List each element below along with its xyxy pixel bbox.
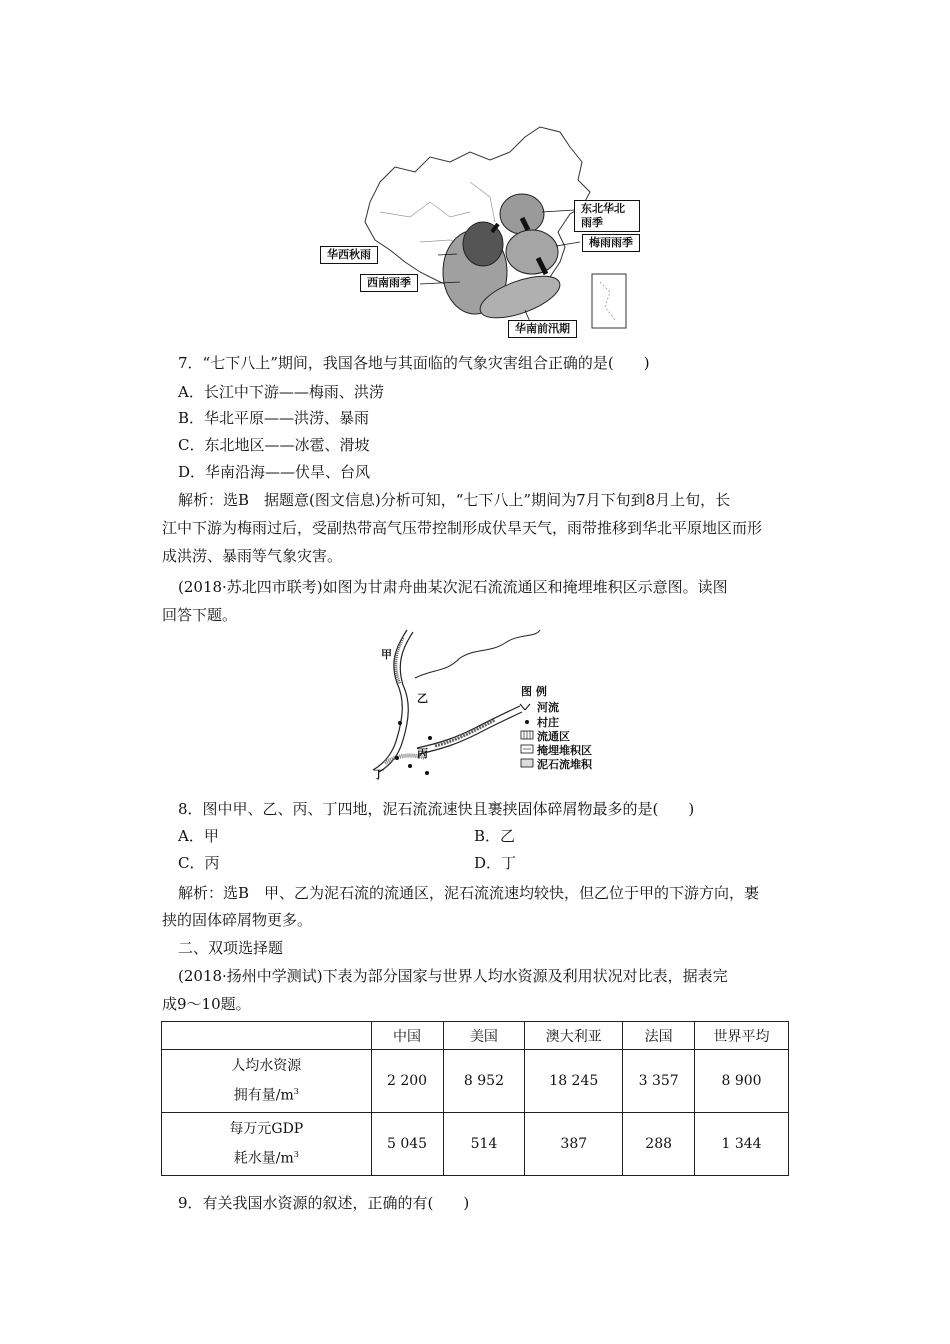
table-cell: 2 200 xyxy=(371,1050,443,1113)
dongbei-rain-area xyxy=(500,194,544,234)
legend-village-icon xyxy=(525,720,529,724)
table-cell: 1 344 xyxy=(695,1113,789,1176)
table-cell: 387 xyxy=(525,1113,623,1176)
label-huanan: 华南前汛期 xyxy=(508,320,577,338)
q8-option-c: C．丙 xyxy=(178,854,220,872)
label-huaxi: 华西秋雨 xyxy=(320,246,378,264)
q7-analysis-1: 解析：选B 据题意(图文信息)分析可知，“七下八上”期间为7月下旬到8月上旬，长 xyxy=(178,491,731,509)
legend-buried: 掩埋堆积区 xyxy=(537,744,592,757)
table-header-row xyxy=(162,1022,789,1050)
q8-option-b: B．乙 xyxy=(474,827,516,845)
table-header: 澳大利亚 xyxy=(525,1022,623,1050)
table-cell: 8 900 xyxy=(695,1050,789,1113)
intro-yangzhou-1: (2018·扬州中学测试)下表为部分国家与世界人均水资源及利用状况对比表，据表完 xyxy=(178,967,728,985)
intro-zhouqu-1: (2018·苏北四市联考)如图为甘肃舟曲某次泥石流流通区和掩埋堆积区示意图。读图 xyxy=(178,578,728,596)
place-ding: 丁 xyxy=(373,768,384,781)
q7-option-c: C．东北地区——冰雹、滑坡 xyxy=(178,436,370,454)
village-dot xyxy=(408,764,412,768)
q9-stem: 9．有关我国水资源的叙述，正确的有( ) xyxy=(178,1194,470,1212)
legend-title: 图 例 xyxy=(521,685,547,698)
flow-channel xyxy=(396,638,403,684)
village-dot xyxy=(425,771,429,775)
label-meiyu: 梅雨雨季 xyxy=(582,234,640,252)
table-header: 法国 xyxy=(623,1022,695,1050)
intro-yangzhou-2: 成9～10题。 xyxy=(162,995,251,1013)
section-title: 二、双项选择题 xyxy=(178,939,284,957)
legend-deposit-icon xyxy=(521,759,533,767)
meiyu-area xyxy=(506,230,558,274)
place-yi: 乙 xyxy=(417,692,428,705)
legend-deposit: 泥石流堆积 xyxy=(537,758,592,771)
label-xinan: 西南雨季 xyxy=(360,274,418,292)
row-label: 人均水资源 拥有量$/m^3$ xyxy=(162,1050,372,1113)
table-row xyxy=(162,1113,789,1176)
q8-analysis-1: 解析：选B 甲、乙为泥石流的流通区，泥石流流速均较快，但乙位于甲的下游方向，裹 xyxy=(178,884,760,902)
q8-option-a: A．甲 xyxy=(178,827,219,845)
east-tributary xyxy=(417,706,520,748)
q7-option-b: B．华北平原——洪涝、暴雨 xyxy=(178,409,370,427)
northeast-tributary xyxy=(415,630,540,678)
table-header: 世界平均 xyxy=(695,1022,789,1050)
place-jia: 甲 xyxy=(381,648,392,661)
table-row xyxy=(162,1050,789,1113)
village-dot xyxy=(398,721,402,725)
table-corner-cell xyxy=(162,1022,372,1050)
water-resource-table xyxy=(161,1021,789,1176)
intro-zhouqu-2: 回答下题。 xyxy=(162,606,238,624)
q7-analysis-3: 成洪涝、暴雨等气象灾害。 xyxy=(162,547,343,565)
q7-option-a: A．长江中下游——梅雨、洪涝 xyxy=(178,383,384,401)
legend-river-icon xyxy=(520,704,530,710)
table-cell: 18 245 xyxy=(525,1050,623,1113)
table-header: 中国 xyxy=(371,1022,443,1050)
village-dot xyxy=(395,756,399,760)
table-cell: 514 xyxy=(443,1113,525,1176)
legend-village: 村庄 xyxy=(537,716,559,729)
q8-analysis-2: 挟的固体碎屑物更多。 xyxy=(162,911,313,929)
table-cell: 5 045 xyxy=(371,1113,443,1176)
label-dongbei-huabei: 东北华北雨季 xyxy=(574,200,640,232)
q7-stem: 7．“七下八上”期间，我国各地与其面临的气象灾害组合正确的是( ) xyxy=(178,354,650,372)
table-header: 美国 xyxy=(443,1022,525,1050)
table-cell: 8 952 xyxy=(443,1050,525,1113)
south-china-sea-inset xyxy=(592,274,626,328)
village-dot xyxy=(428,736,432,740)
table-cell: 288 xyxy=(623,1113,695,1176)
legend-river: 河流 xyxy=(537,701,559,714)
table-cell: 3 357 xyxy=(623,1050,695,1113)
q8-option-d: D．丁 xyxy=(474,854,517,872)
legend-flow: 流通区 xyxy=(537,730,570,743)
q7-option-d: D．华南沿海——伏旱、台风 xyxy=(178,463,371,481)
debris-flow-map xyxy=(355,628,610,788)
q7-analysis-2: 江中下游为梅雨过后，受副热带高气压带控制形成伏旱天气，雨带推移到华北平原地区而形 xyxy=(162,519,763,537)
row-label: 每万元GDP 耗水量$/m^3$ xyxy=(162,1113,372,1176)
place-bing: 丙 xyxy=(417,747,428,760)
china-rain-season-map xyxy=(320,122,640,340)
q8-stem: 8．图中甲、乙、丙、丁四地，泥石流流速快且裹挟固体碎屑物最多的是( ) xyxy=(178,800,695,818)
